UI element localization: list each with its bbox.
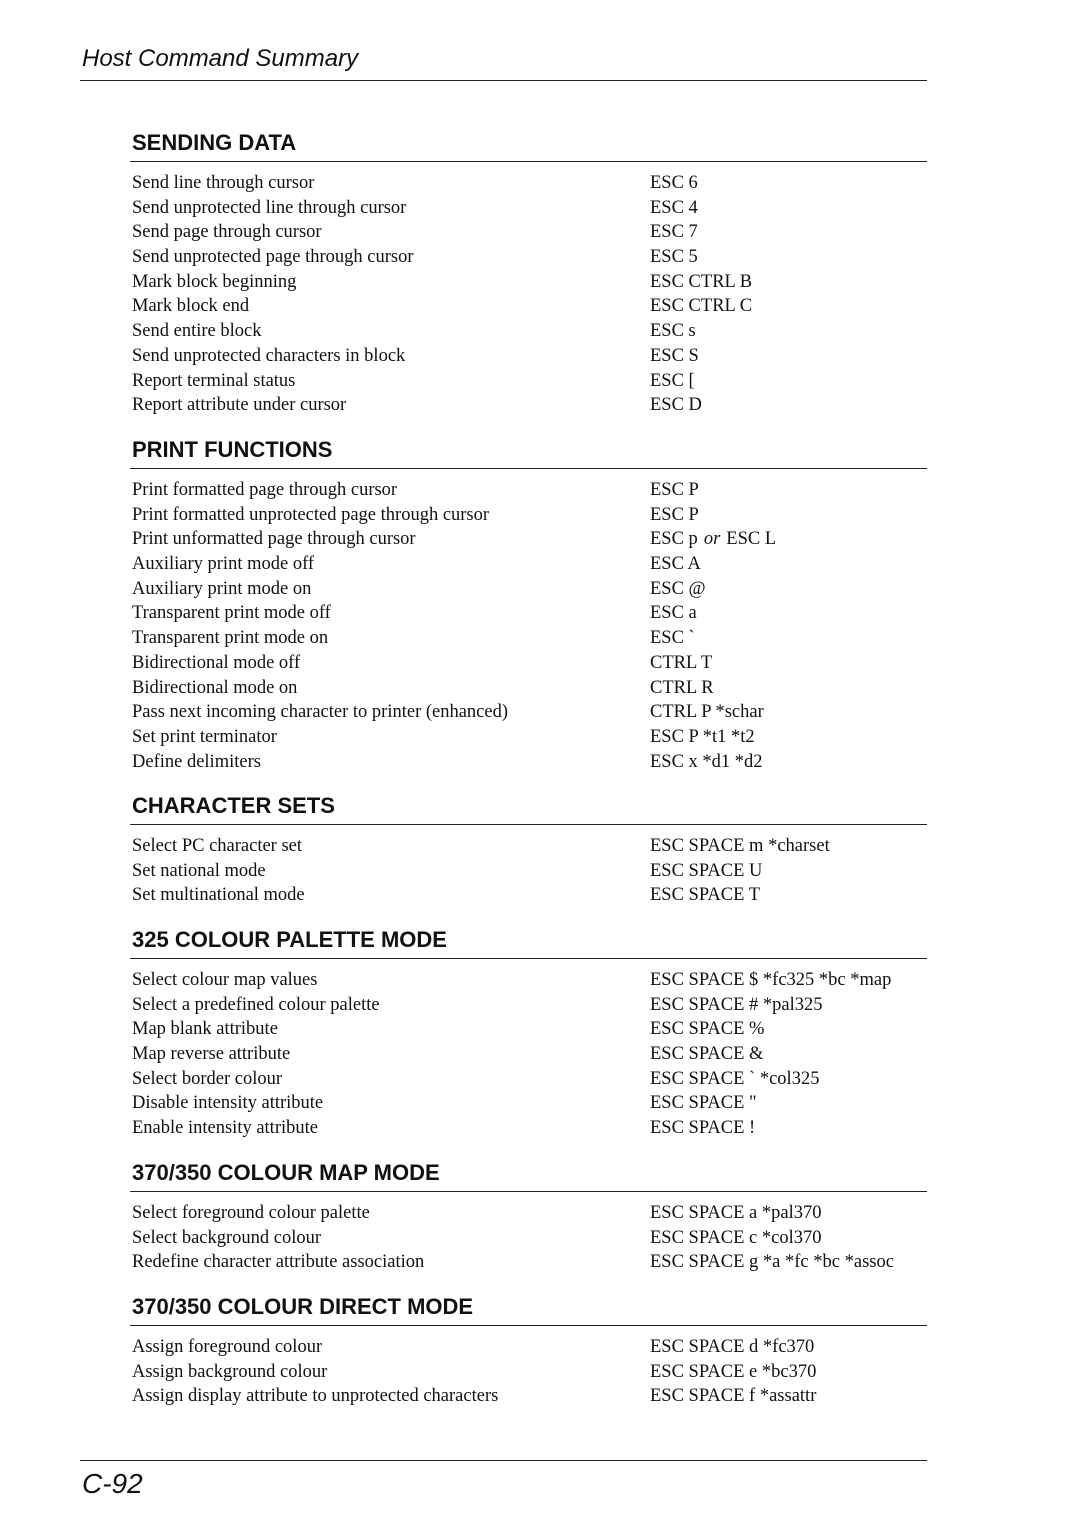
command-description: Select PC character set bbox=[132, 836, 303, 856]
command-cell bbox=[650, 1384, 816, 1409]
command-row bbox=[132, 1091, 927, 1116]
command-row bbox=[132, 626, 927, 651]
section-heading: 325 COLOUR PALETTE MODE bbox=[132, 927, 447, 952]
command-description: Set multinational mode bbox=[132, 885, 305, 906]
command-description: Set national mode bbox=[132, 860, 266, 881]
command-list bbox=[132, 834, 927, 908]
section bbox=[132, 1293, 927, 1409]
command-code: ESC SPACE d *fc370 bbox=[650, 1337, 815, 1357]
command-code: ESC SPACE ` *col325 bbox=[650, 1068, 820, 1089]
command-cell bbox=[650, 700, 764, 725]
command-code: CTRL T bbox=[650, 652, 713, 673]
command-code: ESC SPACE e *bc370 bbox=[650, 1361, 817, 1382]
section-heading: 370/350 COLOUR DIRECT MODE bbox=[132, 1294, 474, 1319]
command-description: Select foreground colour palette bbox=[132, 1203, 370, 1223]
command-code: ESC SPACE U bbox=[650, 860, 763, 881]
command-code: ESC SPACE % bbox=[650, 1019, 765, 1040]
section bbox=[132, 129, 927, 418]
command-list bbox=[132, 1335, 927, 1409]
command-row bbox=[132, 245, 927, 270]
command-code: ESC SPACE T bbox=[650, 885, 761, 906]
command-description: Bidirectional mode off bbox=[132, 652, 301, 673]
command-code: ESC 6 bbox=[650, 173, 698, 193]
command-cell bbox=[650, 883, 760, 908]
command-cell bbox=[650, 601, 697, 626]
section-rule bbox=[130, 468, 927, 469]
command-code: ESC SPACE m *charset bbox=[650, 836, 830, 856]
command-cell bbox=[650, 676, 714, 701]
command-cell bbox=[650, 1017, 764, 1042]
command-description: Send entire block bbox=[132, 321, 262, 342]
section-heading: PRINT FUNCTIONS bbox=[132, 437, 333, 462]
command-code: ESC S bbox=[650, 345, 699, 366]
command-code: ESC SPACE ! bbox=[650, 1118, 756, 1139]
command-code: CTRL R bbox=[650, 677, 714, 698]
command-code: ESC x *d1 *d2 bbox=[650, 751, 763, 772]
command-code: ESC 7 bbox=[650, 222, 698, 243]
command-code: ESC SPACE g *a *fc *bc *assoc bbox=[650, 1252, 894, 1273]
command-description: Print unformatted page through cursor bbox=[132, 529, 416, 550]
command-cell bbox=[650, 725, 755, 750]
command-code: ESC 4 bbox=[650, 197, 698, 218]
command-row bbox=[132, 577, 927, 602]
command-code: ESC SPACE f *assattr bbox=[650, 1386, 817, 1407]
command-code: ESC SPACE $ *fc325 *bc *map bbox=[650, 970, 892, 990]
command-code: ESC CTRL B bbox=[650, 271, 753, 292]
command-description: Map blank attribute bbox=[132, 1019, 278, 1040]
command-cell bbox=[650, 527, 776, 552]
command-description: Redefine character attribute association bbox=[132, 1252, 425, 1273]
running-header: Host Command Summary bbox=[82, 45, 359, 72]
command-code: ESC 5 bbox=[650, 247, 698, 268]
command-description: Send unprotected line through cursor bbox=[132, 197, 407, 218]
command-cell bbox=[650, 196, 698, 221]
command-cell bbox=[650, 393, 702, 418]
command-description: Bidirectional mode on bbox=[132, 677, 298, 698]
command-code: ESC SPACE # *pal325 bbox=[650, 994, 823, 1015]
command-cell bbox=[650, 577, 706, 602]
command-description: Select colour map values bbox=[132, 970, 318, 990]
command-cell bbox=[650, 651, 712, 676]
command-row bbox=[132, 478, 927, 503]
command-row bbox=[132, 270, 927, 295]
command-cell bbox=[650, 503, 699, 528]
command-list bbox=[132, 171, 927, 418]
command-description: Select background colour bbox=[132, 1227, 322, 1248]
section bbox=[132, 926, 927, 1141]
command-description: Select border colour bbox=[132, 1068, 282, 1089]
command-row bbox=[132, 1042, 927, 1067]
command-row bbox=[132, 220, 927, 245]
command-row bbox=[132, 1116, 927, 1141]
command-cell bbox=[650, 859, 762, 884]
command-row bbox=[132, 1067, 927, 1092]
command-description: Assign display attribute to unprotected characters bbox=[132, 1386, 499, 1407]
command-row bbox=[132, 725, 927, 750]
command-code: ESC SPACE & bbox=[650, 1044, 764, 1065]
command-list bbox=[132, 968, 927, 1141]
section bbox=[132, 436, 927, 774]
command-row bbox=[132, 1250, 927, 1275]
command-description: Mark block end bbox=[132, 296, 250, 317]
command-code: CTRL P *schar bbox=[650, 702, 764, 723]
command-cell bbox=[650, 1250, 894, 1275]
command-description: Transparent print mode on bbox=[132, 628, 329, 649]
section-rule bbox=[130, 958, 927, 959]
command-row bbox=[132, 393, 927, 418]
command-row bbox=[132, 552, 927, 577]
command-description: Send unprotected characters in block bbox=[132, 345, 406, 366]
command-cell bbox=[650, 626, 695, 651]
command-code: ESC SPACE c *col370 bbox=[650, 1227, 822, 1248]
command-row bbox=[132, 1201, 927, 1226]
command-description: Enable intensity attribute bbox=[132, 1118, 318, 1139]
section-heading: SENDING DATA bbox=[132, 130, 297, 155]
command-description: Select a predefined colour palette bbox=[132, 994, 380, 1015]
command-cell bbox=[650, 220, 698, 245]
command-cell bbox=[650, 245, 698, 270]
section-heading: 370/350 COLOUR MAP MODE bbox=[132, 1160, 440, 1185]
command-cell bbox=[650, 344, 699, 369]
command-code: ESC CTRL C bbox=[650, 296, 753, 317]
command-row bbox=[132, 1335, 927, 1360]
command-cell bbox=[650, 171, 698, 196]
command-code: ESC @ bbox=[650, 578, 706, 599]
command-description: Auxiliary print mode off bbox=[132, 554, 315, 575]
command-code: ESC SPACE a *pal370 bbox=[650, 1203, 822, 1223]
command-row bbox=[132, 676, 927, 701]
command-description: Mark block beginning bbox=[132, 271, 297, 292]
command-code-alt: ESC L bbox=[726, 529, 777, 550]
section-rule bbox=[130, 161, 927, 162]
section bbox=[132, 1159, 927, 1275]
command-row bbox=[132, 651, 927, 676]
command-description: Report attribute under cursor bbox=[132, 395, 347, 416]
command-row bbox=[132, 1017, 927, 1042]
command-row bbox=[132, 750, 927, 775]
page-number: C-92 bbox=[82, 1468, 143, 1499]
command-row bbox=[132, 883, 927, 908]
command-description: Disable intensity attribute bbox=[132, 1093, 324, 1114]
command-row bbox=[132, 1360, 927, 1385]
command-description: Transparent print mode off bbox=[132, 603, 331, 624]
command-description: Map reverse attribute bbox=[132, 1044, 291, 1065]
command-row bbox=[132, 834, 927, 859]
command-description: Print formatted unprotected page through cursor bbox=[132, 504, 490, 525]
section bbox=[132, 792, 927, 908]
command-row bbox=[132, 859, 927, 884]
or-text: or bbox=[703, 529, 721, 550]
command-row bbox=[132, 968, 927, 993]
command-code: ESC P *t1 *t2 bbox=[650, 726, 755, 747]
command-code: ESC P bbox=[650, 504, 699, 525]
command-code: ESC ` bbox=[650, 628, 695, 649]
command-list bbox=[132, 478, 927, 774]
command-description: Define delimiters bbox=[132, 751, 261, 772]
command-row bbox=[132, 527, 927, 552]
command-description: Send unprotected page through cursor bbox=[132, 247, 414, 268]
command-cell bbox=[650, 294, 752, 319]
command-code: ESC A bbox=[650, 554, 701, 575]
command-row bbox=[132, 196, 927, 221]
command-code: ESC P bbox=[650, 480, 699, 500]
command-description: Assign background colour bbox=[132, 1361, 328, 1382]
command-cell bbox=[650, 369, 695, 394]
command-description: Auxiliary print mode on bbox=[132, 578, 312, 599]
command-row bbox=[132, 503, 927, 528]
command-cell bbox=[650, 270, 752, 295]
command-row bbox=[132, 319, 927, 344]
command-list bbox=[132, 1201, 927, 1275]
command-cell bbox=[650, 1067, 819, 1092]
command-cell bbox=[650, 552, 701, 577]
command-row bbox=[132, 294, 927, 319]
command-cell bbox=[650, 319, 696, 344]
command-cell bbox=[650, 834, 830, 859]
command-description: Print formatted page through cursor bbox=[132, 480, 398, 500]
command-cell bbox=[650, 968, 891, 993]
command-row bbox=[132, 601, 927, 626]
header-rule bbox=[80, 80, 927, 81]
command-code: ESC SPACE " bbox=[650, 1093, 757, 1114]
section-rule bbox=[130, 1325, 927, 1326]
command-cell bbox=[650, 1226, 822, 1251]
command-code: ESC p bbox=[650, 529, 698, 550]
command-row bbox=[132, 1384, 927, 1409]
command-code: ESC a bbox=[650, 603, 697, 624]
command-description: Pass next incoming character to printer (enhanced) bbox=[132, 702, 509, 723]
command-code: ESC s bbox=[650, 321, 696, 342]
command-row bbox=[132, 171, 927, 196]
command-cell bbox=[650, 1335, 814, 1360]
command-cell bbox=[650, 1360, 816, 1385]
command-description: Set print terminator bbox=[132, 726, 277, 747]
command-cell bbox=[650, 1091, 757, 1116]
command-row bbox=[132, 344, 927, 369]
command-description: Assign foreground colour bbox=[132, 1337, 323, 1357]
command-cell bbox=[650, 1042, 763, 1067]
command-cell bbox=[650, 1201, 822, 1226]
command-row bbox=[132, 1226, 927, 1251]
section-rule bbox=[130, 824, 927, 825]
command-row bbox=[132, 369, 927, 394]
command-row bbox=[132, 700, 927, 725]
footer-rule bbox=[80, 1460, 927, 1461]
command-code: ESC D bbox=[650, 395, 702, 416]
command-description: Send page through cursor bbox=[132, 222, 322, 243]
command-row bbox=[132, 993, 927, 1018]
section-heading: CHARACTER SETS bbox=[132, 793, 335, 818]
command-cell bbox=[650, 750, 763, 775]
command-cell bbox=[650, 993, 823, 1018]
command-description: Report terminal status bbox=[132, 370, 296, 391]
command-cell bbox=[650, 478, 699, 503]
section-rule bbox=[130, 1191, 927, 1192]
command-cell bbox=[650, 1116, 755, 1141]
command-description: Send line through cursor bbox=[132, 173, 315, 193]
command-code: ESC [ bbox=[650, 370, 695, 391]
